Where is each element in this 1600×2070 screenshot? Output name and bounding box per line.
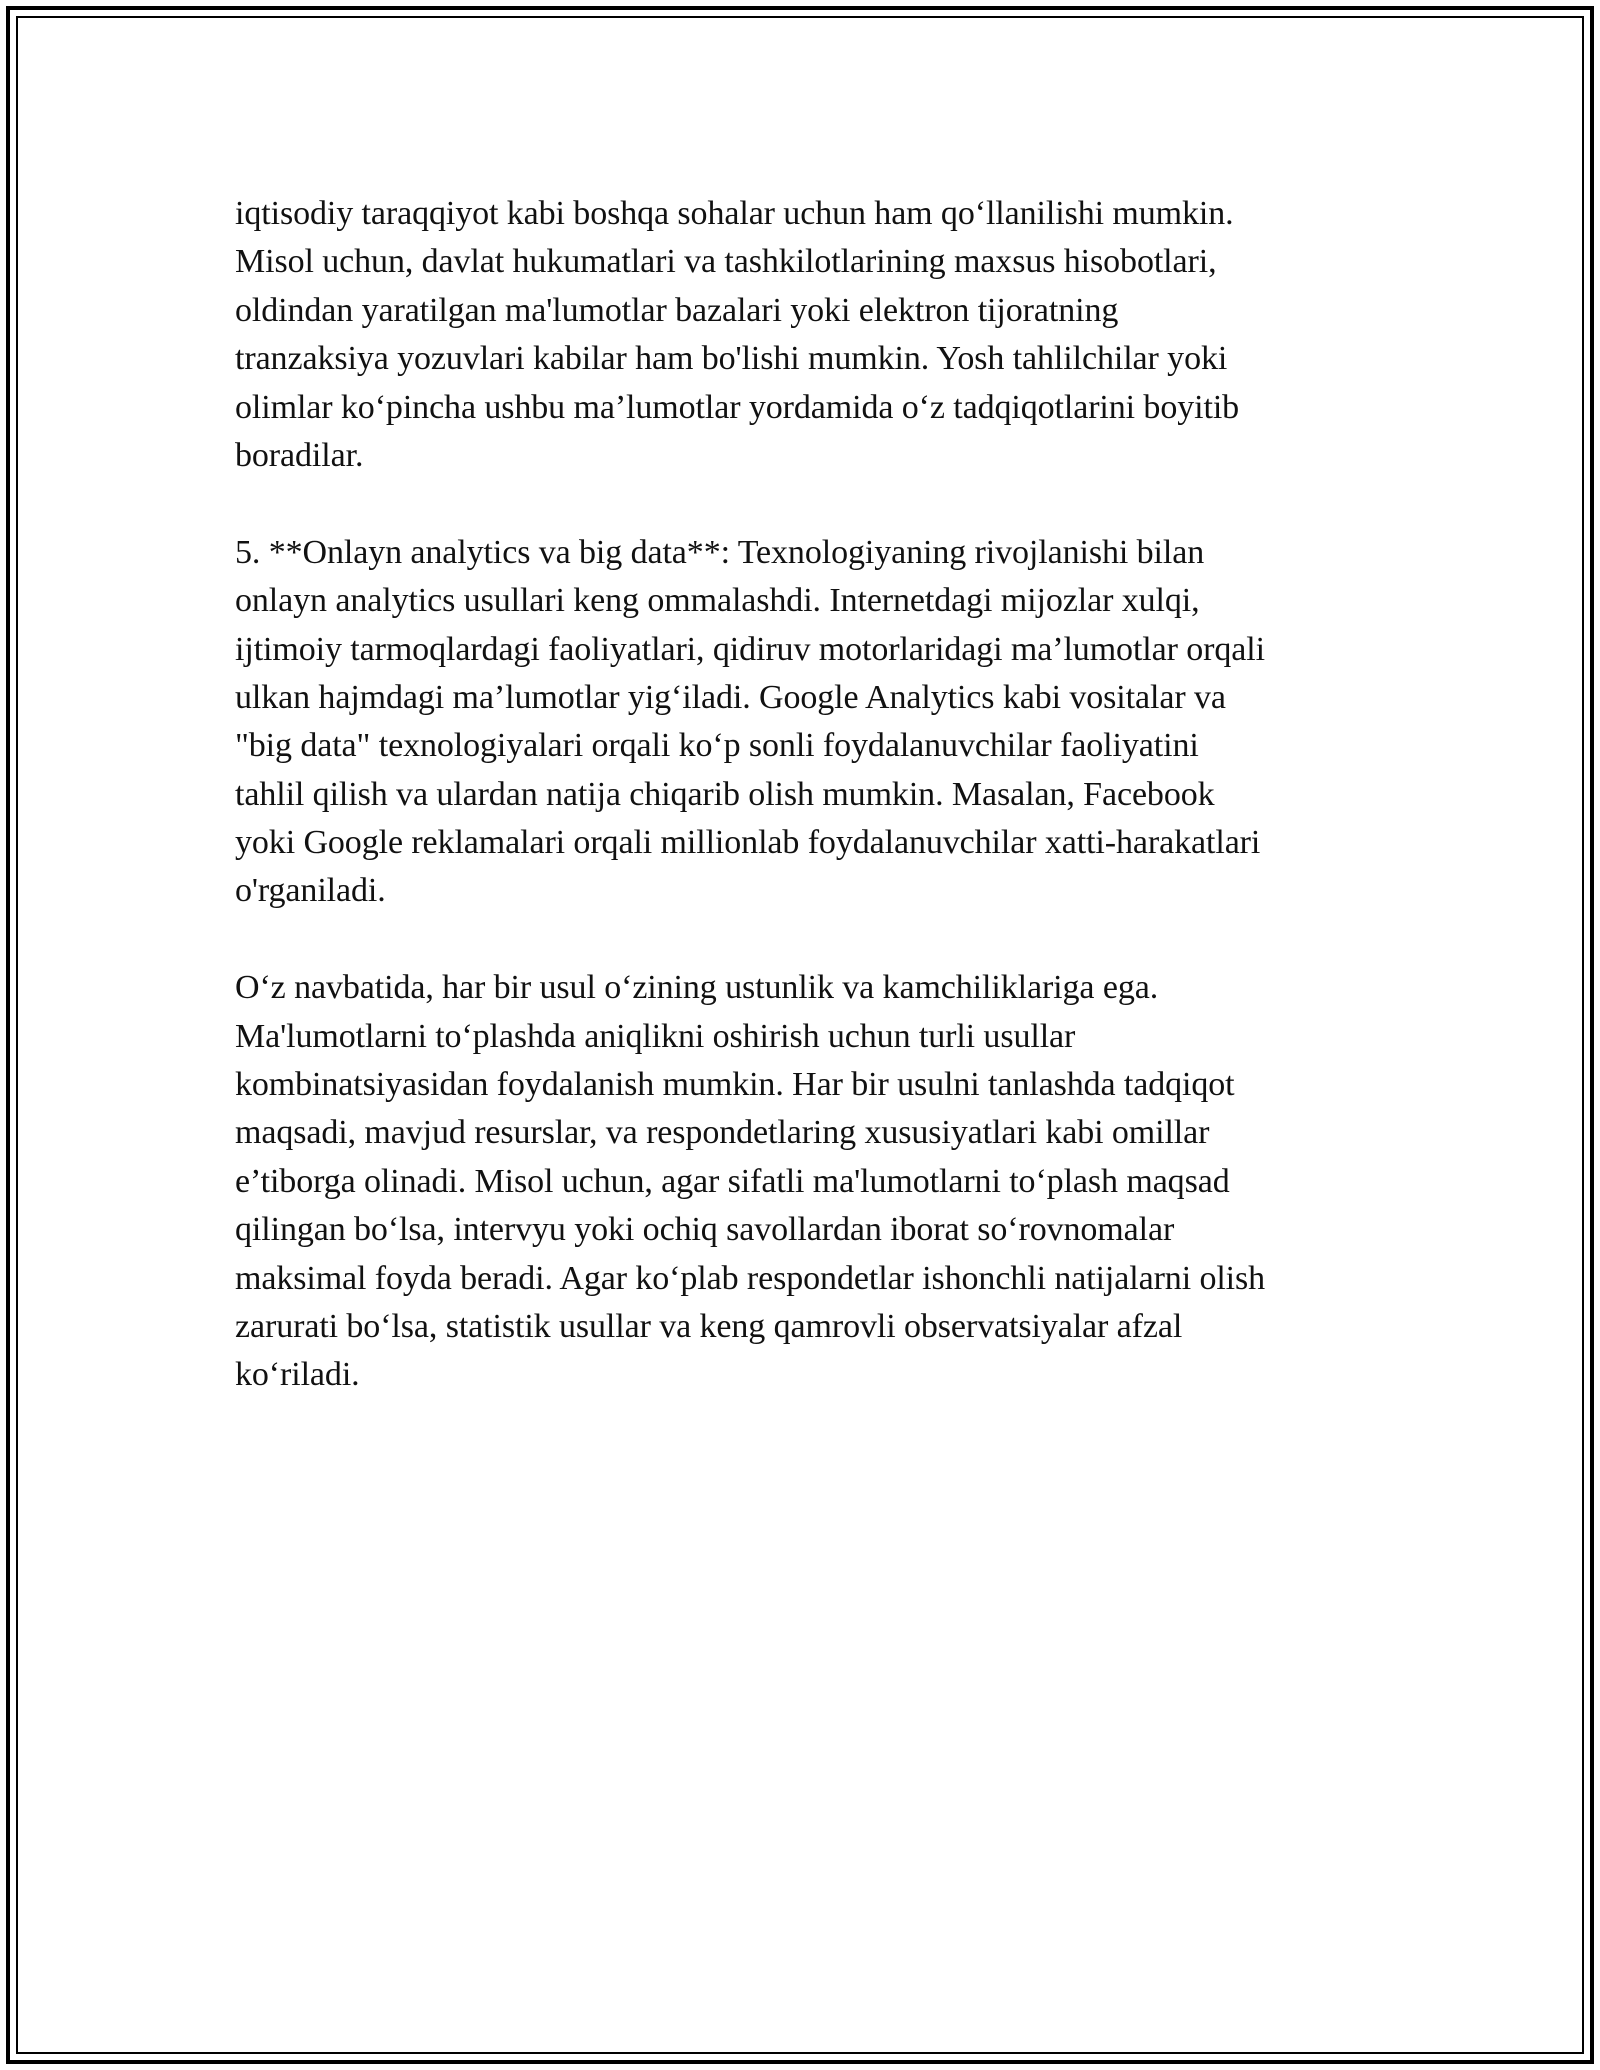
- text-line: onlayn analytics usullari keng ommalashdi. Internetdagi mijozlar xulqi,: [235, 582, 1200, 620]
- text-line: ko‘riladi.: [235, 1356, 360, 1394]
- paragraph-online-analytics: [235, 529, 1380, 916]
- text-line: Misol uchun, davlat hukumatlari va tashkilotlarining maxsus hisobotlari,: [235, 243, 1217, 281]
- text-line: qilingan bo‘lsa, intervyu yoki ochiq savollardan iborat so‘rovnomalar: [235, 1211, 1175, 1249]
- text-line: yoki Google reklamalari orqali millionlab foydalanuvchilar xatti-harakatlari: [235, 824, 1261, 862]
- text-line: boradilar.: [235, 436, 364, 474]
- text-line: e’tiborga olinadi. Misol uchun, agar sifatli ma'lumotlarni to‘plash maqsad: [235, 1162, 1230, 1200]
- text-line: maksimal foyda beradi. Agar ko‘plab respondetlar ishonchli natijalarni olish: [235, 1259, 1266, 1297]
- text-line: iqtisodiy taraqqiyot kabi boshqa sohalar uchun ham qo‘llanilishi mumkin.: [235, 195, 1234, 232]
- text-line: maqsadi, mavjud resurslar, va respondetlaring xususiyatlari kabi omillar: [235, 1114, 1210, 1152]
- text-line: zarurati bo‘lsa, statistik usullar va keng qamrovli observatsiyalar afzal: [235, 1307, 1183, 1345]
- document-body: [235, 190, 1380, 1400]
- paragraph-conclusion: [235, 964, 1380, 1400]
- paragraph-data-sources: [235, 190, 1380, 480]
- text-line: olimlar ko‘pincha ushbu ma’lumotlar yordamida o‘z tadqiqotlarini boyitib: [235, 388, 1240, 426]
- text-line: kombinatsiyasidan foydalanish mumkin. Har bir usulni tanlashda tadqiqot: [235, 1066, 1235, 1104]
- text-line: tranzaksiya yozuvlari kabilar ham bo'lishi mumkin. Yosh tahlilchilar yoki: [235, 340, 1228, 378]
- text-line: O‘z navbatida, har bir usul o‘zining ustunlik va kamchiliklariga ega.: [235, 969, 1159, 1007]
- text-line: tahlil qilish va ulardan natija chiqarib olish mumkin. Masalan, Facebook: [235, 775, 1215, 813]
- text-line: "big data" texnologiyalari orqali ko‘p sonli foydalanuvchilar faoliyatini: [235, 727, 1199, 765]
- text-line: 5. **Onlayn analytics va big data**: Texnologiyaning rivojlanishi bilan: [235, 533, 1205, 571]
- text-line: ulkan hajmdagi ma’lumotlar yig‘iladi. Google Analytics kabi vositalar va: [235, 678, 1226, 716]
- paragraph-spacer: [235, 916, 1380, 964]
- text-line: Ma'lumotlarni to‘plashda aniqlikni oshirish uchun turli usullar: [235, 1017, 1076, 1055]
- text-line: oldindan yaratilgan ma'lumotlar bazalari yoki elektron tijoratning: [235, 291, 1119, 329]
- text-line: ijtimoiy tarmoqlardagi faoliyatlari, qidiruv motorlaridagi ma’lumotlar orqali: [235, 630, 1265, 668]
- text-line: o'rganiladi.: [235, 872, 386, 910]
- paragraph-spacer: [235, 480, 1380, 528]
